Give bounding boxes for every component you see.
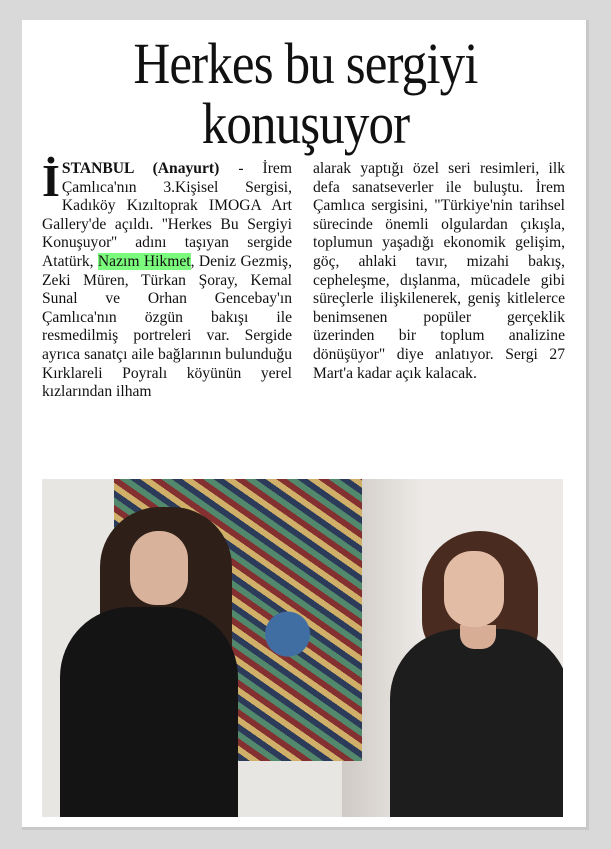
- dateline-city: STANBUL (Anayurt): [61, 160, 220, 177]
- article-text-right: alarak yaptığı özel seri resimleri, ilk defa sanatseverler ile buluştu. İrem Çamlıca sergisini, "Türkiye'nin tarihsel sürecinde önemli olgulardan çıkışla, toplumun yaşadığı ekonomik gelişim, göç, ahlaki tavır, mizahi bakış, cepheleşme, dışlanma, mücadele gibi süreçlerle ilişkilenerek, geniş kitlelerce benimsenen popüler gerçeklik üzerinden bir toplum analizine dönüşüyor" diye anlatıyor. Sergi 27 Mart'a kadar açık kalacak.: [313, 160, 565, 382]
- article-text-part-1: - İrem Çamlıca'nın 3.Kişisel Sergisi, Kadıköy Kızıltoprak IMOGA Art Gallery'de açıldı. ''Herkes Bu Sergiyi Konuşuyor'' adını taşıyan sergide Atatürk,: [42, 160, 292, 270]
- article-text-part-2: , Deniz Gezmiş, Zeki Müren, Türkan Şoray, Kemal Sunal ve Orhan Gencebay'ın Çamlıca'nın özgün bakışı ile resmedilmiş portreleri var. Sergide ayrıca sanatçı aile bağlarının bulunduğu Kırklareli Poyralı köyünün yerel kızlarından ilham: [42, 252, 292, 401]
- exhibition-photo: [42, 479, 563, 817]
- headline-line-2: konuşuyor: [201, 91, 410, 156]
- highlighted-name: Nazım Hikmet: [97, 252, 191, 270]
- person-right-neck: [460, 625, 496, 649]
- drop-cap: İ: [42, 155, 60, 206]
- article-column-right: [313, 160, 565, 383]
- person-right-body: [390, 629, 563, 817]
- person-right-face: [444, 551, 504, 627]
- person-left-body: [60, 607, 238, 817]
- newspaper-clipping: [22, 20, 589, 830]
- headline-line-1: Herkes bu sergiyi: [133, 31, 478, 96]
- article-column-left: [42, 155, 292, 402]
- person-left-face: [130, 531, 188, 605]
- headline: [56, 31, 555, 156]
